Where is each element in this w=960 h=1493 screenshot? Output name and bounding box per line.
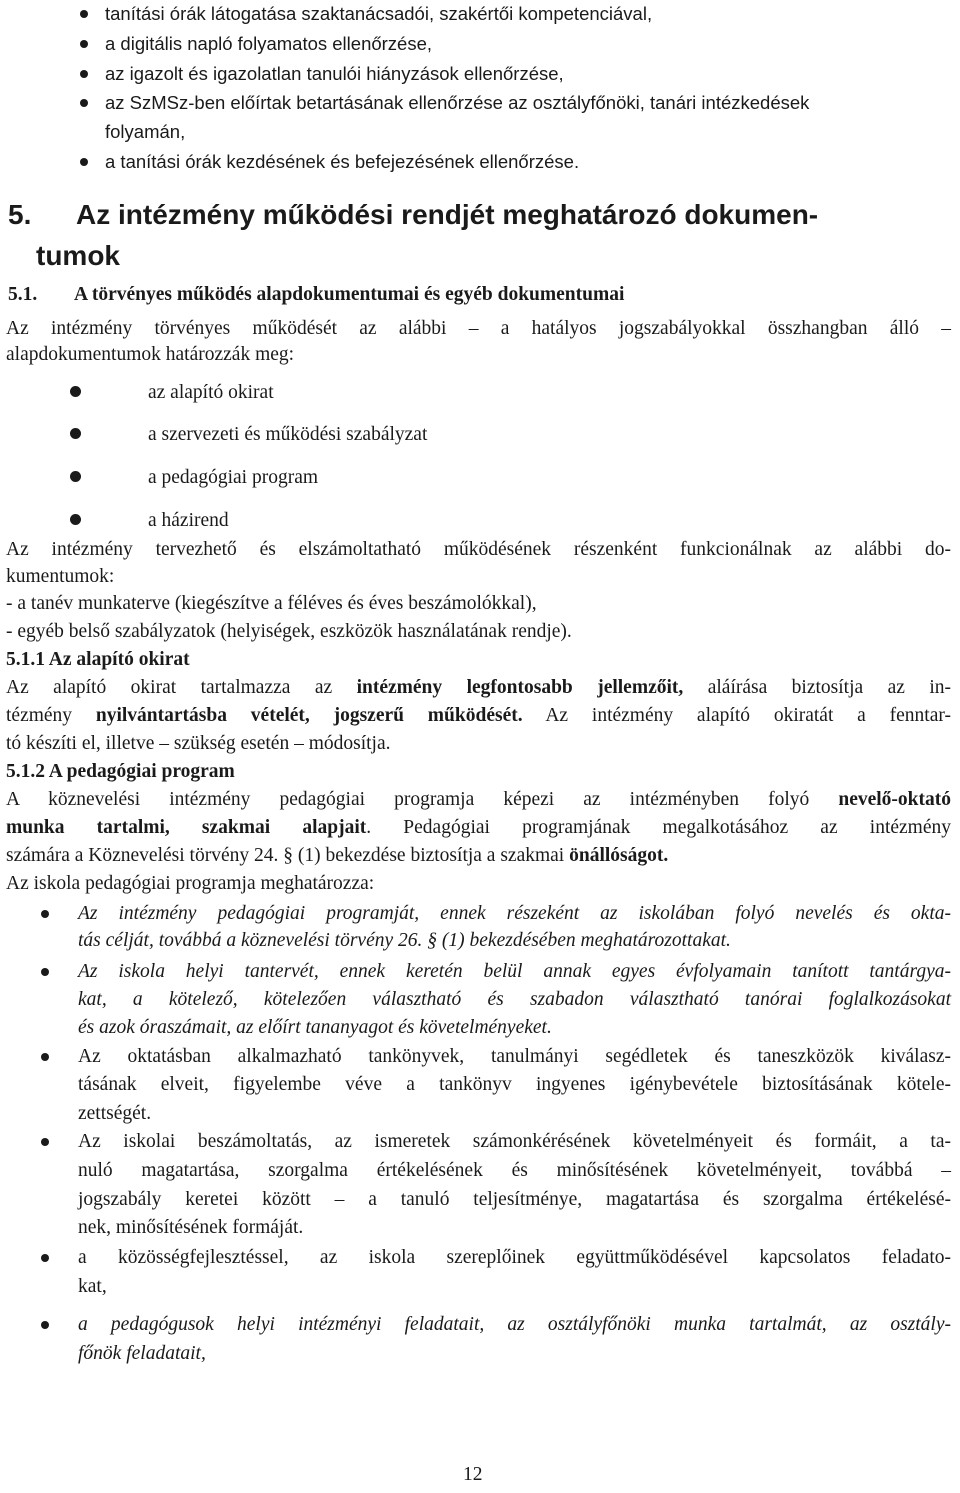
paragraph-line: tézmény nyilvántartásba vételét, jogszerű működését. Az intézmény alapító okiratát a fenntar-	[6, 705, 951, 726]
paragraph-line: - a tanév munkaterve (kiegészítve a féléves és éves beszámolókkal),	[6, 593, 537, 614]
paragraph-line: Az intézmény törvényes működését az alábbi – a hatályos jogszabályokkal összhangban álló –	[6, 318, 951, 339]
subsection-heading: 5.1.1 Az alapító okirat	[6, 649, 190, 670]
section-title-continuation: tumok	[36, 240, 120, 271]
paragraph-line: Az intézmény tervezhető és elszámoltatható működésének részenként funkcionálnak az alábbi do-	[6, 539, 951, 560]
bullet-icon	[70, 471, 81, 482]
list-item: a tanítási órák kezdésének és befejezésének ellenőrzése.	[105, 151, 580, 172]
paragraph-line: munka tartalmi, szakmai alapjait. Pedagógiai programjának megalkotásához az intézmény	[6, 817, 951, 838]
subsection-title: A törvényes működés alapdokumentumai és egyéb dokumentumai	[74, 284, 625, 305]
bullet-icon	[70, 514, 81, 525]
document-item: az alapító okirat	[148, 382, 274, 403]
list-item: tanítási órák látogatása szaktanácsadói, szakértői kompetenciával,	[105, 3, 653, 24]
list-item: a digitális napló folyamatos ellenőrzése,	[105, 33, 433, 54]
section-number: 5.	[8, 199, 32, 230]
paragraph-line: Az alapító okirat tartalmazza az intézmény legfontosabb jellemzőit, aláírása biztosítja az in-	[6, 677, 951, 698]
bullet-icon	[80, 158, 88, 166]
list-item-continuation: kat, a kötelező, kötelezően választható és szabadon választható tanórai foglalkozásokat	[78, 989, 951, 1010]
document-item: a szervezeti és működési szabályzat	[148, 424, 428, 445]
list-item-continuation: és azok óraszámait, az előírt tananyagot és követelményeket.	[78, 1017, 552, 1038]
list-item-continuation: folyamán,	[105, 121, 186, 142]
paragraph-line: - egyéb belső szabályzatok (helyiségek, eszközök használatának rendje).	[6, 621, 572, 642]
page-number: 12	[463, 1464, 483, 1485]
list-item: az igazolt és igazolatlan tanulói hiányzások ellenőrzése,	[105, 63, 564, 84]
list-item-continuation: zettségét.	[78, 1103, 152, 1124]
paragraph-line: tó készíti el, illetve – szükség esetén – módosítja.	[6, 733, 391, 754]
bullet-icon	[41, 968, 49, 976]
bullet-icon	[41, 1321, 49, 1329]
paragraph-line: kumentumok:	[6, 566, 115, 587]
bullet-icon	[70, 386, 81, 397]
subsection-number: 5.1.	[8, 284, 38, 305]
bullet-icon	[41, 1138, 49, 1146]
bullet-icon	[80, 10, 88, 18]
list-item-continuation: tás célját, továbbá a köznevelési törvény 26. § (1) bekezdésében meghatározottakat.	[78, 930, 731, 951]
list-item-continuation: főnök feladatait,	[78, 1343, 206, 1364]
list-item: a közösségfejlesztéssel, az iskola szereplőinek együttműködésével kapcsolatos feladato-	[78, 1247, 951, 1268]
list-item-continuation: nek, minősítésének formáját.	[78, 1217, 304, 1238]
document-item: a pedagógiai program	[148, 467, 319, 488]
bullet-icon	[80, 40, 88, 48]
list-item-continuation: nuló magatartása, szorgalma értékelésének és minősítésének követelményeit, továbbá –	[78, 1160, 951, 1181]
document-item: a házirend	[148, 510, 229, 531]
list-item-continuation: kat,	[78, 1276, 107, 1297]
bullet-icon	[80, 99, 88, 107]
section-title: Az intézmény működési rendjét meghatározó dokumen-	[76, 199, 819, 230]
list-item-continuation: jogszabály keretei között – a tanuló teljesítménye, magatartása és szorgalma értékelésé-	[78, 1189, 951, 1210]
list-item: Az iskolai beszámoltatás, az ismeretek számonkérésének követelményeit és formáit, a ta-	[78, 1131, 951, 1152]
list-item: az SzMSz-ben előírtak betartásának ellenőrzése az osztályfőnöki, tanári intézkedések	[105, 92, 810, 113]
bullet-icon	[41, 910, 49, 918]
paragraph-line: alapdokumentumok határozzák meg:	[6, 344, 295, 365]
bullet-icon	[41, 1254, 49, 1262]
subsection-heading: 5.1.2 A pedagógiai program	[6, 761, 235, 782]
paragraph-line: A köznevelési intézmény pedagógiai programja képezi az intézményben folyó nevelő-oktató	[6, 789, 951, 810]
list-item: a pedagógusok helyi intézményi feladatait, az osztályfőnöki munka tartalmát, az osztály-	[78, 1314, 951, 1335]
bullet-icon	[41, 1053, 49, 1061]
paragraph-line: számára a Köznevelési törvény 24. § (1) bekezdése biztosítja a szakmai önállóságot.	[6, 845, 669, 866]
paragraph-line: Az iskola pedagógiai programja meghatározza:	[6, 873, 375, 894]
list-item: Az intézmény pedagógiai programját, ennek részeként az iskolában folyó nevelés és okta-	[78, 903, 951, 924]
list-item: Az iskola helyi tantervét, ennek keretén belül annak egyes évfolyamain tanított tantárgya-	[78, 961, 951, 982]
bullet-icon	[70, 428, 81, 439]
bullet-icon	[80, 70, 88, 78]
list-item-continuation: tásának elveit, figyelembe véve a tankönyv ingyenes igénybevétele biztosításának kötele-	[78, 1074, 951, 1095]
list-item: Az oktatásban alkalmazható tankönyvek, tanulmányi segédletek és taneszközök kiválasz-	[78, 1046, 951, 1067]
